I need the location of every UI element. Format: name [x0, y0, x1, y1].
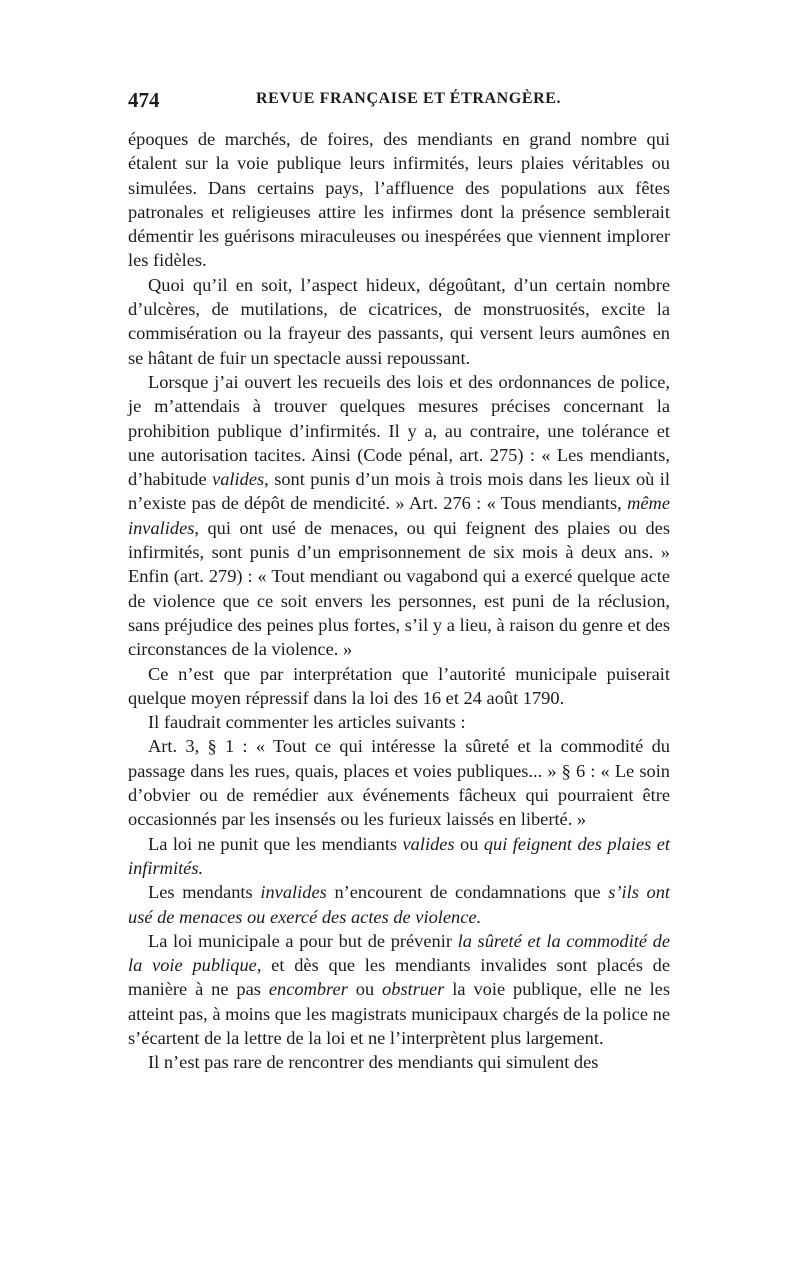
italic-text: s’ils ont usé de menaces ou exercé des actes de violence.: [128, 882, 671, 927]
italic-text: qui feignent des plaies et infirmités.: [128, 833, 671, 878]
italic-text: valides: [212, 469, 265, 490]
italic-text: la sûreté et la commodité de la voie publique: [128, 930, 670, 976]
text-run: Art. 3, § 1 : « Tout ce qui intéresse la sûreté et la commodité du passage dans les rues, quais, places et voies publiques... » § 6 : « Le soin d’obvier ou de remédier aux événements fâcheux qui pourraient être occasionnés par les insensés ou les furieux laissés en liberté. »: [128, 736, 670, 830]
italic-text: obstruer: [382, 979, 445, 1000]
paragraph: [128, 929, 670, 1050]
italic-text: encombrer: [268, 979, 348, 1000]
text-run: Il n’est pas rare de rencontrer des mendiants qui simulent des: [148, 1052, 599, 1073]
text-run: Lorsque j’ai ouvert les recueils des lois et des ordonnances de police, je m’attendais à trouver quelques mesures précises concernant la prohibition publique d’infirmités. Il y a, au contraire, une tolérance et une autorisation tacites. Ainsi (Code pénal, art. 275) : « Les mendiants, d’habitude: [128, 371, 670, 490]
text-run: ou: [454, 833, 484, 854]
text-run: Il faudrait commenter les articles suivants :: [148, 712, 466, 733]
text-run: Ce n’est que par interprétation que l’autorité municipale puiserait quelque moyen répressif dans la loi des 16 et 24 août 1790.: [128, 663, 670, 708]
paragraph: [128, 880, 670, 929]
paragraph: [128, 734, 670, 831]
paragraph: [128, 1050, 670, 1074]
paragraph: [128, 127, 670, 273]
text-run: époques de marchés, de foires, des mendiants en grand nombre qui étalent sur la voie publique leurs infirmités, leurs plaies véritables ou simulées. Dans certains pays, l’affluence des populations aux fêtes patronales et religieuses attire les infirmes dont la présence semblerait démentir les guérisons miraculeuses ou inespérées que viennent implorer les fidèles.: [128, 129, 670, 271]
paragraph: [128, 370, 670, 662]
text-run: n’encourent de condamnations que: [326, 882, 609, 903]
body-text: [128, 127, 670, 1075]
page-header: [128, 88, 670, 118]
paragraph: [128, 273, 670, 370]
italic-text: valides: [402, 833, 455, 854]
text-run: La loi municipale a pour but de prévenir: [148, 930, 458, 951]
running-title: REVUE FRANÇAISE ET ÉTRANGÈRE.: [256, 90, 562, 107]
italic-text: même invalides: [128, 493, 670, 538]
text-run: Les mendants: [148, 882, 261, 903]
text-run: Quoi qu’il en soit, l’aspect hideux, dégoûtant, d’un certain nombre d’ulcères, de mutilations, de cicatrices, de monstruosités, excite la commisération ou la frayeur des passants, qui versent leurs aumônes en se hâtant de fuir un spectacle aussi repoussant.: [128, 274, 670, 368]
text-run: ou: [347, 979, 383, 1000]
text-run: , qui ont usé de menaces, ou qui feignent des plaies ou des infirmités, sont punis d’un emprisonnement de six mois à deux ans. » Enfin (art. 279) : « Tout mendiant ou vagabond qui a exercé quelque acte de violence que ce soit envers les personnes, est puni de la réclusion, sans préjudice des peines plus fortes, s’il y a lieu, à raison du genre et des circonstances de la violence. »: [128, 517, 670, 660]
text-run: la voie publique, elle ne les atteint pas, à moins que les magistrats municipaux chargés de la police ne s’écartent de la lettre de la loi et ne l’interprètent plus largement.: [128, 979, 670, 1048]
text-run: , sont punis d’un mois à trois mois dans les lieux où il n’existe pas de dépôt de mendicité. » Art. 276 : « Tous mendiants,: [128, 469, 670, 514]
text-run: , et dès que les mendiants invalides sont placés de manière à ne pas: [128, 955, 670, 1000]
text-run: La loi ne punit que les mendiants: [148, 833, 403, 854]
paragraph: [128, 710, 670, 734]
italic-text: invalides: [260, 882, 327, 903]
paragraph: [128, 832, 670, 881]
paragraph: [128, 662, 670, 711]
page-number: 474: [128, 88, 160, 112]
